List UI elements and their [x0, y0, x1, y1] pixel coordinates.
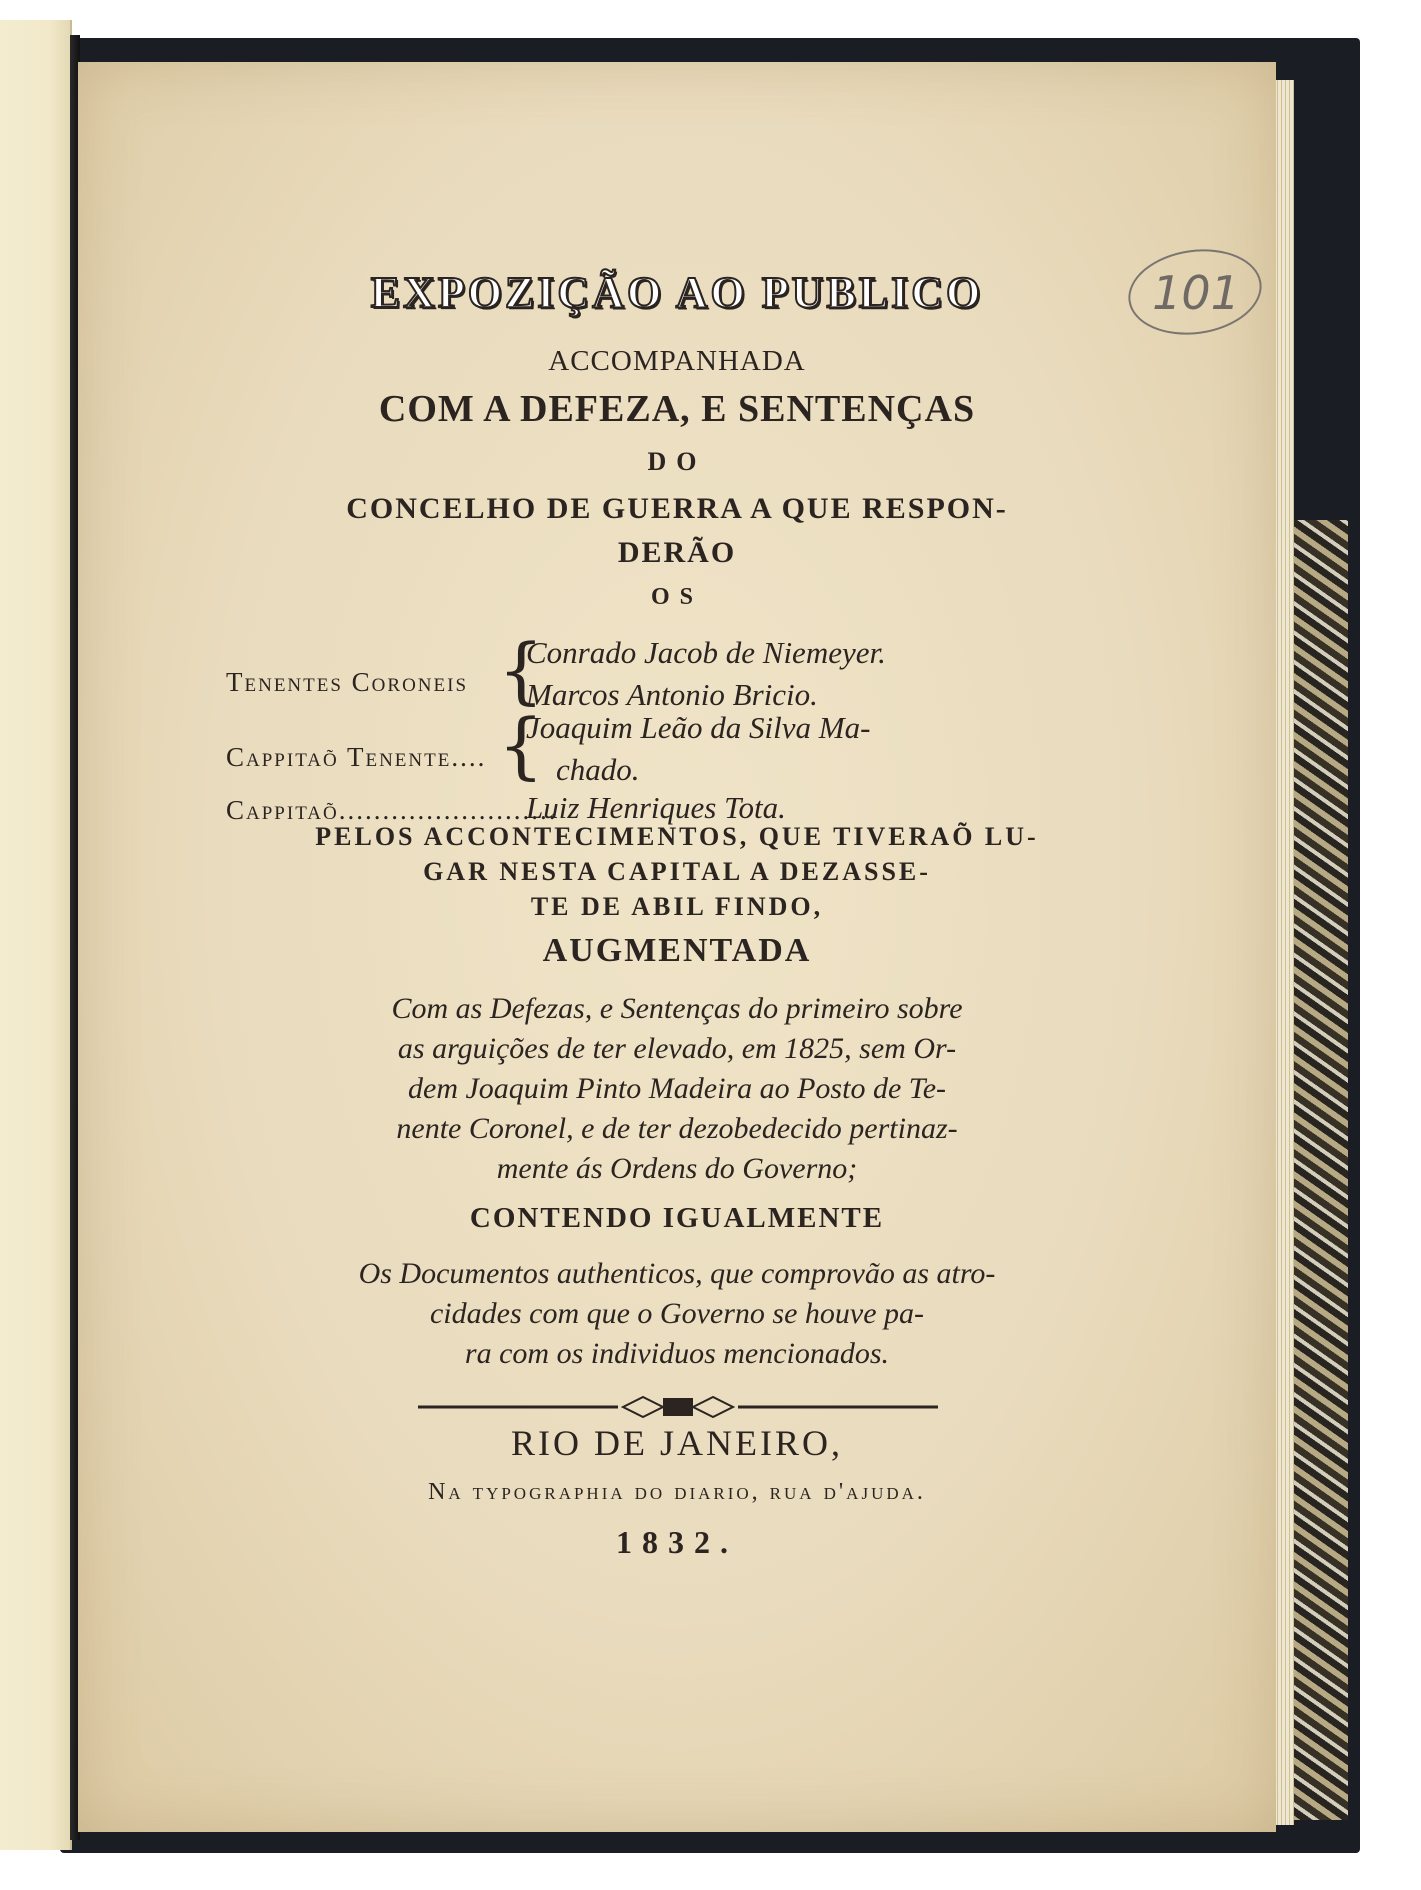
rank-cappitao-tenente: Cappitaõ Tenente.... [226, 742, 487, 772]
name-machado-2: chado. [556, 752, 640, 787]
marbled-board [1290, 520, 1348, 1820]
com-line-1: Com as Defezas, e Sentenças do primeiro sobre [391, 992, 963, 1025]
subtitle-accompanhada: ACCOMPANHADA [548, 345, 806, 377]
com-line-5: mente ás Ordens do Governo; [496, 1152, 858, 1185]
com-line-2: as arguições de ter elevado, em 1825, sem Or- [397, 1032, 957, 1065]
rank-tenentes-coroneis: Tenentes Coroneis [226, 667, 469, 697]
pelos-line-3: TE DE ABIL FINDO, [530, 892, 824, 921]
typography: Na typographia do diario, rua d'ajuda. [428, 1479, 926, 1505]
year: 1832. [616, 1524, 738, 1560]
pelos-line-2: GAR NESTA CAPITAL A DEZASSE- [423, 857, 931, 886]
rank-cappitao: Cappitaõ......................... [226, 795, 558, 825]
doc-line-3: ra com os individuos mencionados. [464, 1337, 890, 1370]
name-bricio: Marcos Antonio Bricio. [526, 677, 818, 712]
brace: { [498, 703, 544, 787]
subtitle-defeza: COM A DEFEZA, E SENTENÇAS [378, 388, 976, 430]
contendo-igualmente: CONTENDO IGUALMENTE [469, 1202, 885, 1234]
com-line-3: dem Joaquim Pinto Madeira ao Posto de Te- [408, 1072, 946, 1105]
city: RIO DE JANEIRO, [511, 1423, 843, 1463]
augmentada: AUGMENTADA [542, 932, 812, 969]
subtitle-os: OS [650, 584, 703, 610]
name-niemeyer: Conrado Jacob de Niemeyer. [526, 635, 886, 670]
doc-line-1: Os Documentos authenticos, que comprovão as atro- [358, 1257, 996, 1290]
name-tota: Luiz Henriques Tota. [526, 790, 786, 825]
left-endpaper [0, 20, 72, 1850]
title-page [78, 62, 1276, 1832]
title: EXPOZIÇÃO AO PUBLICO [370, 268, 984, 317]
doc-line-2: cidades com que o Governo se houve pa- [429, 1297, 925, 1330]
brace: { [498, 628, 544, 712]
name-machado-1: Joaquim Leão da Silva Ma- [526, 710, 871, 745]
pelos-line-1: PELOS ACCONTECIMENTOS, QUE TIVERAÕ LU- [315, 822, 1039, 851]
ornamental-rule [418, 1392, 938, 1422]
subtitle-do: DO [647, 447, 707, 476]
pencil-note: 101 [1152, 266, 1240, 320]
concelho-line-1: CONCELHO DE GUERRA A QUE RESPON- [346, 492, 1008, 525]
concelho-line-2: DERÃO [617, 536, 737, 569]
com-line-4: nente Coronel, e de ter dezobedecido pertinaz- [396, 1112, 958, 1145]
